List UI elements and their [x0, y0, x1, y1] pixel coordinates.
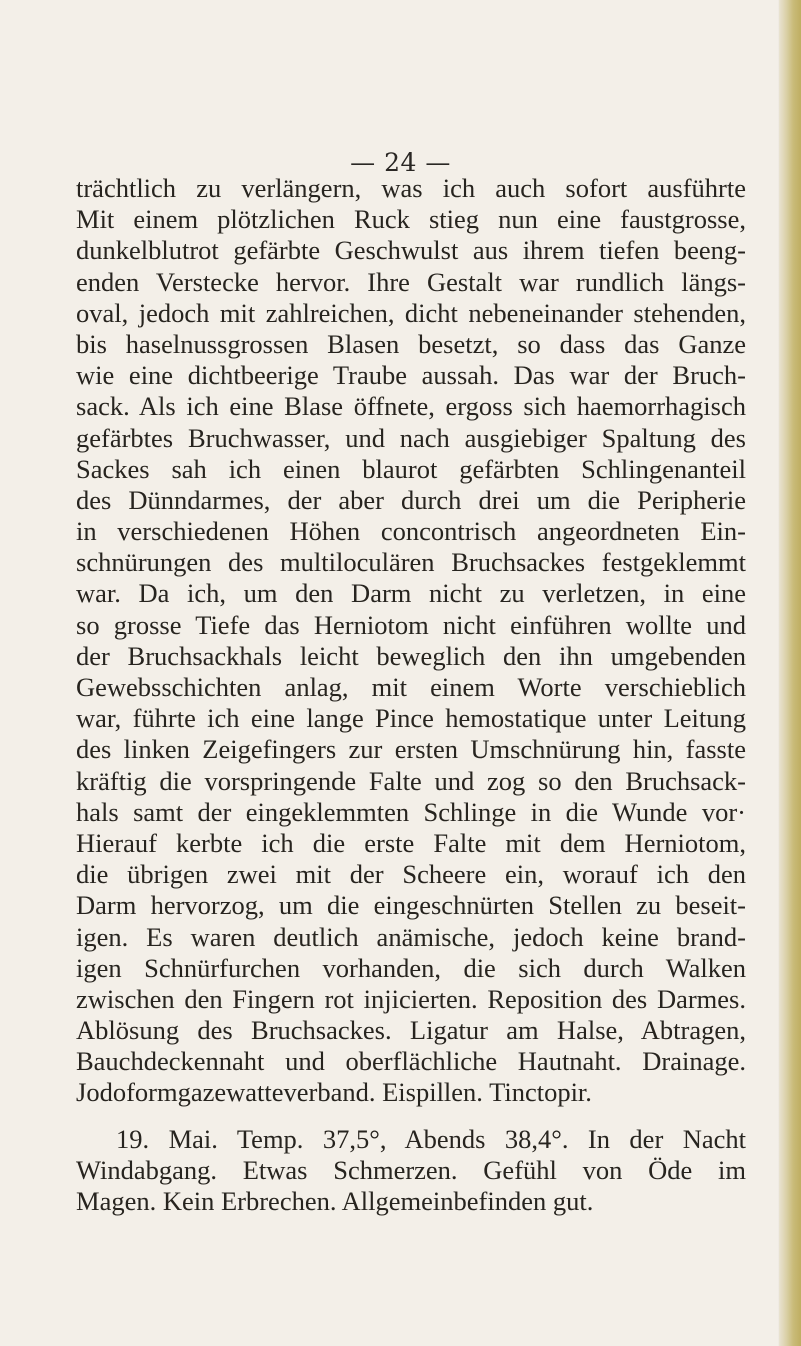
text-line: war, führte ich eine lange Pince hemostatique unter Leitung: [76, 703, 746, 734]
text-line: hals samt der eingeklemmten Schlinge in die Wunde vor·: [76, 796, 746, 827]
text-line: wie eine dichtbeerige Traube aussah. Das war der Bruch-: [76, 360, 746, 391]
text-line: oval, jedoch mit zahlreichen, dicht nebeneinander stehenden,: [76, 297, 746, 328]
text-line: Jodoformgazewatteverband. Eispillen. Tinctopir.: [76, 1077, 592, 1108]
text-line: so grosse Tiefe das Herniotom nicht einführen wollte und: [76, 609, 746, 640]
text-line: dunkelblutrot gefärbte Geschwulst aus ihrem tiefen beeng-: [76, 235, 746, 266]
text-line: Mit einem plötzlichen Ruck stieg nun eine faustgrosse,: [76, 204, 746, 235]
text-line: des linken Zeigefingers zur ersten Umschnürung hin, fasste: [76, 734, 746, 765]
text-line: der Bruchsackhals leicht beweglich den ihn umgebenden: [76, 640, 746, 671]
text-line: zwischen den Fingern rot injicierten. Reposition des Darmes.: [76, 983, 746, 1014]
paragraph-gap: [76, 1109, 746, 1124]
text-line: Ablösung des Bruchsackes. Ligatur am Halse, Abtragen,: [76, 1015, 746, 1046]
text-line: igen Schnürfurchen vorhanden, die sich durch Walken: [76, 952, 746, 983]
text-line: Windabgang. Etwas Schmerzen. Gefühl von Öde im: [76, 1154, 746, 1185]
text-line: war. Da ich, um den Darm nicht zu verletzen, in eine: [76, 578, 746, 609]
text-line: bis haselnussgrossen Blasen besetzt, so dass das Ganze: [76, 328, 746, 359]
text-line: 19. Mai. Temp. 37,5°, Abends 38,4°. In der Nacht: [116, 1123, 746, 1154]
text-line: in verschiedenen Höhen concontrisch angeordneten Ein-: [76, 516, 746, 547]
text-line: trächtlich zu verlängern, was ich auch sofort ausführte: [76, 173, 746, 203]
text-line: des Dünndarmes, der aber durch drei um die Peripherie: [76, 484, 746, 515]
text-line: Gewebsschichten anlag, mit einem Worte verschieblich: [76, 672, 746, 702]
text-line: Hierauf kerbte ich die erste Falte mit dem Herniotom,: [76, 827, 746, 858]
body-text: [76, 173, 746, 1217]
page-binding-edge: [779, 0, 801, 1346]
text-line: Darm hervorzog, um die eingeschnürten Stellen zu beseit-: [76, 890, 746, 921]
text-line: sack. Als ich eine Blase öffnete, ergoss sich haemorrhagisch: [76, 391, 746, 422]
text-line: Bauchdeckennaht und oberflächliche Hautnaht. Drainage.: [76, 1046, 746, 1077]
text-line: die übrigen zwei mit der Scheere ein, worauf ich den: [76, 859, 746, 890]
text-line: schnürungen des multiloculären Bruchsackes festgeklemmt: [76, 547, 746, 578]
text-line: igen. Es waren deutlich anämische, jedoch keine brand-: [76, 921, 746, 952]
text-line: enden Verstecke hervor. Ihre Gestalt war rundlich längs-: [76, 266, 746, 297]
page-number: — 24 —: [350, 148, 451, 177]
paragraph-case-report: [76, 173, 746, 1109]
paragraph-may-19: [76, 1124, 746, 1218]
text-line: Sackes sah ich einen blaurot gefärbten Schlingenanteil: [76, 453, 746, 484]
text-line: gefärbtes Bruchwasser, und nach ausgiebiger Spaltung des: [76, 422, 746, 453]
text-line: kräftig die vorspringende Falte und zog so den Bruchsack-: [76, 765, 746, 796]
text-line: Magen. Kein Erbrechen. Allgemeinbefinden gut.: [76, 1186, 594, 1216]
